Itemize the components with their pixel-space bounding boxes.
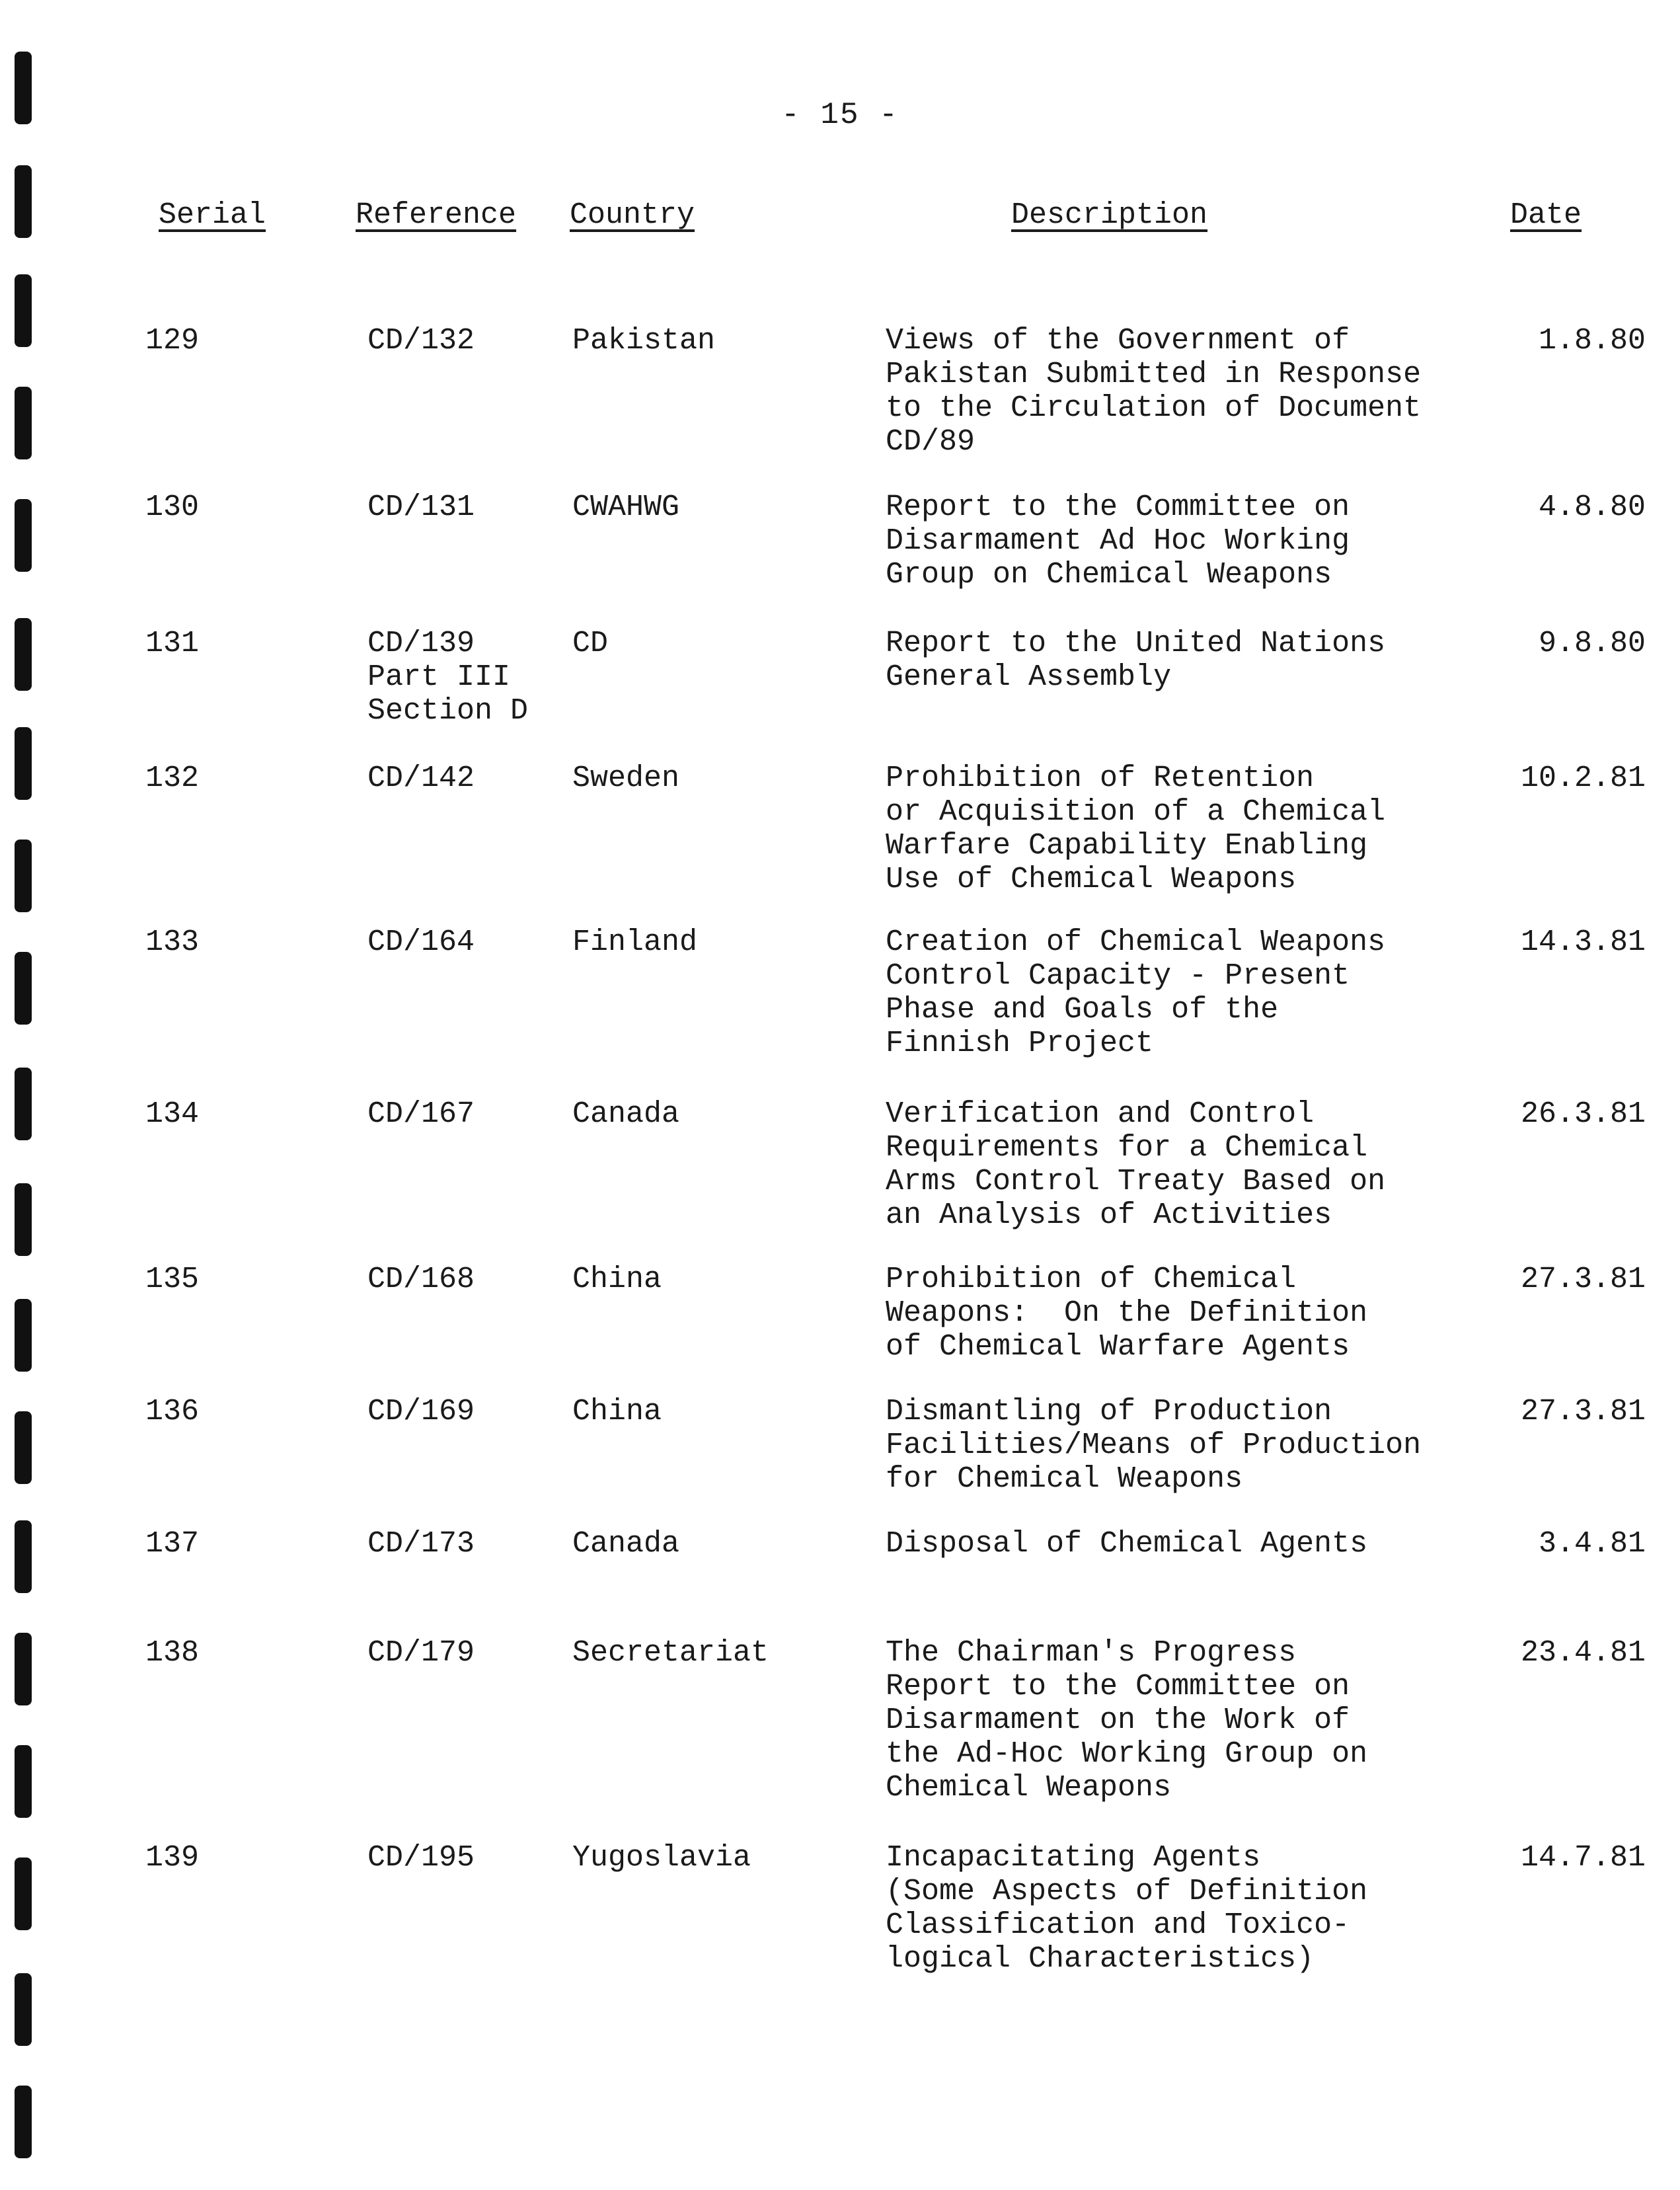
date-cell: 9.8.80: [1538, 627, 1646, 660]
binding-hole: [15, 1068, 32, 1140]
serial-cell: 132: [145, 762, 200, 795]
binding-hole: [15, 1973, 32, 2046]
page-number: - 15 -: [781, 98, 899, 132]
binding-hole: [15, 952, 32, 1025]
serial-cell: 137: [145, 1527, 200, 1561]
binding-hole: [15, 499, 32, 572]
date-cell: 14.7.81: [1520, 1841, 1646, 1875]
country-cell: Canada: [572, 1527, 680, 1561]
date-cell: 3.4.81: [1538, 1527, 1646, 1561]
description-cell: Prohibition of Retention or Acquisition of a Chemical Warfare Capability Enabling Use of Chemical Weapons: [886, 762, 1386, 896]
date-cell: 1.8.80: [1538, 324, 1646, 358]
serial-cell: 133: [145, 925, 200, 959]
serial-cell: 136: [145, 1395, 200, 1428]
reference-cell: CD/131: [367, 490, 475, 524]
serial-cell: 134: [145, 1097, 200, 1131]
date-cell: 14.3.81: [1520, 925, 1646, 959]
description-cell: Incapacitating Agents (Some Aspects of Definition Classification and Toxico- logical Characteristics): [886, 1841, 1368, 1976]
description-cell: Prohibition of Chemical Weapons: On the Definition of Chemical Warfare Agents: [886, 1263, 1368, 1364]
description-cell: Report to the United Nations General Assembly: [886, 627, 1386, 694]
serial-cell: 139: [145, 1841, 200, 1875]
reference-cell: CD/139 Part III Section D: [367, 627, 529, 728]
binding-hole: [15, 727, 32, 800]
reference-cell: CD/132: [367, 324, 475, 358]
country-cell: China: [572, 1263, 662, 1296]
description-cell: Views of the Government of Pakistan Submitted in Response to the Circulation of Document CD/89: [886, 324, 1422, 459]
country-cell: Finland: [572, 925, 698, 959]
reference-cell: CD/164: [367, 925, 475, 959]
description-cell: Verification and Control Requirements for a Chemical Arms Control Treaty Based on an Analysis of Activities: [886, 1097, 1386, 1232]
date-cell: 27.3.81: [1520, 1395, 1646, 1428]
country-cell: Sweden: [572, 762, 680, 795]
reference-cell: CD/168: [367, 1263, 475, 1296]
serial-cell: 135: [145, 1263, 200, 1296]
serial-cell: 138: [145, 1636, 200, 1670]
description-cell: Report to the Committee on Disarmament Ad Hoc Working Group on Chemical Weapons: [886, 490, 1350, 592]
binding-hole: [15, 387, 32, 459]
binding-hole: [15, 1411, 32, 1484]
date-cell: 4.8.80: [1538, 490, 1646, 524]
date-cell: 27.3.81: [1520, 1263, 1646, 1296]
binding-hole: [15, 165, 32, 238]
description-cell: Dismantling of Production Facilities/Means of Production for Chemical Weapons: [886, 1395, 1422, 1496]
date-cell: 26.3.81: [1520, 1097, 1646, 1131]
description-cell: The Chairman's Progress Report to the Committee on Disarmament on the Work of the Ad-Hoc Working Group on Chemical Weapons: [886, 1636, 1368, 1805]
binding-hole: [15, 2086, 32, 2158]
binding-hole: [15, 1299, 32, 1372]
binding-hole: [15, 1520, 32, 1593]
binding-hole: [15, 1633, 32, 1705]
serial-cell: 131: [145, 627, 200, 660]
reference-cell: CD/179: [367, 1636, 475, 1670]
reference-cell: CD/195: [367, 1841, 475, 1875]
reference-cell: CD/173: [367, 1527, 475, 1561]
serial-cell: 130: [145, 490, 200, 524]
country-cell: China: [572, 1395, 662, 1428]
description-cell: Creation of Chemical Weapons Control Capacity - Present Phase and Goals of the Finnish Project: [886, 925, 1386, 1060]
header-reference: Reference: [356, 198, 517, 232]
country-cell: CD: [572, 627, 609, 660]
header-serial: Serial: [159, 198, 266, 232]
reference-cell: CD/169: [367, 1395, 475, 1428]
binding-hole: [15, 1858, 32, 1930]
country-cell: Canada: [572, 1097, 680, 1131]
date-cell: 23.4.81: [1520, 1636, 1646, 1670]
binding-hole: [15, 1183, 32, 1256]
binding-hole: [15, 840, 32, 912]
reference-cell: CD/167: [367, 1097, 475, 1131]
binding-hole: [15, 274, 32, 347]
reference-cell: CD/142: [367, 762, 475, 795]
binding-hole: [15, 1745, 32, 1818]
header-date: Date: [1510, 198, 1582, 232]
header-country: Country: [570, 198, 695, 232]
description-cell: Disposal of Chemical Agents: [886, 1527, 1368, 1561]
country-cell: CWAHWG: [572, 490, 680, 524]
country-cell: Secretariat: [572, 1636, 769, 1670]
header-description: Description: [1011, 198, 1208, 232]
serial-cell: 129: [145, 324, 200, 358]
binding-hole: [15, 618, 32, 691]
date-cell: 10.2.81: [1520, 762, 1646, 795]
country-cell: Yugoslavia: [572, 1841, 751, 1875]
country-cell: Pakistan: [572, 324, 716, 358]
